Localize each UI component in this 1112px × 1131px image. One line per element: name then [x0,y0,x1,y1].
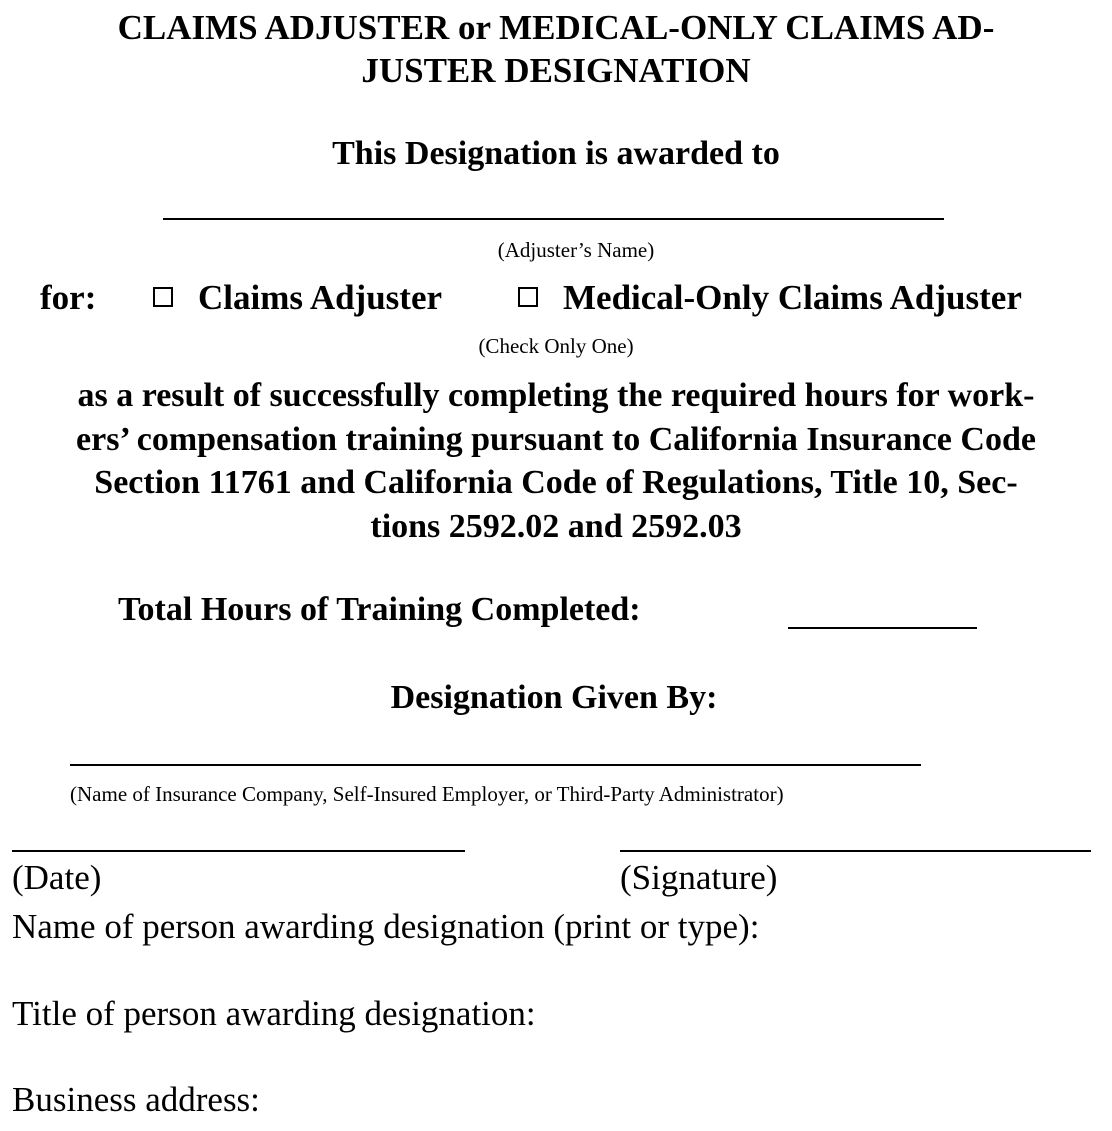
date-label: (Date) [12,858,102,897]
training-statement-line-3: Section 11761 and California Code of Regulations, Title 10, Sec- [94,464,1018,501]
awarded-to-heading: This Designation is awarded to [332,135,780,172]
date-line[interactable] [12,850,465,852]
training-statement-line-2: ers’ compensation training pursuant to California Insurance Code [76,420,1036,458]
training-statement [8,374,1104,548]
document-title-line-2: JUSTER DESIGNATION [361,51,751,90]
claims-adjuster-option-label: Claims Adjuster [198,278,443,317]
document-title [0,6,1112,92]
awarding-person-title-label: Title of person awarding designation: [12,994,536,1033]
signature-line[interactable] [620,850,1091,852]
adjuster-name-caption: (Adjuster’s Name) [497,238,655,262]
training-statement-line-4: tions 2592.02 and 2592.03 [370,507,742,545]
check-only-one-caption: (Check Only One) [478,334,634,358]
claims-adjuster-checkbox[interactable] [153,287,173,307]
signature-label: (Signature) [620,858,778,897]
total-hours-label: Total Hours of Training Completed: [118,591,641,628]
company-name-caption: (Name of Insurance Company, Self-Insured Employer, or Third-Party Administrator) [70,782,784,806]
medical-only-adjuster-checkbox[interactable] [518,287,538,307]
document-title-line-1: CLAIMS ADJUSTER or MEDICAL-ONLY CLAIMS AD- [117,8,995,47]
awarding-person-name-label: Name of person awarding designation (print or type): [12,907,760,946]
business-address-label: Business address: [12,1080,260,1119]
adjuster-name-line[interactable] [163,218,944,220]
medical-only-adjuster-option-label: Medical-Only Claims Adjuster [563,278,1022,317]
total-hours-line[interactable] [788,627,977,629]
given-by-heading: Designation Given By: [390,679,718,716]
training-statement-line-1: as a result of successfully completing the required hours for work- [77,377,1035,414]
designation-type-row [0,276,1112,320]
company-name-line[interactable] [70,764,921,766]
for-label: for: [40,278,97,317]
